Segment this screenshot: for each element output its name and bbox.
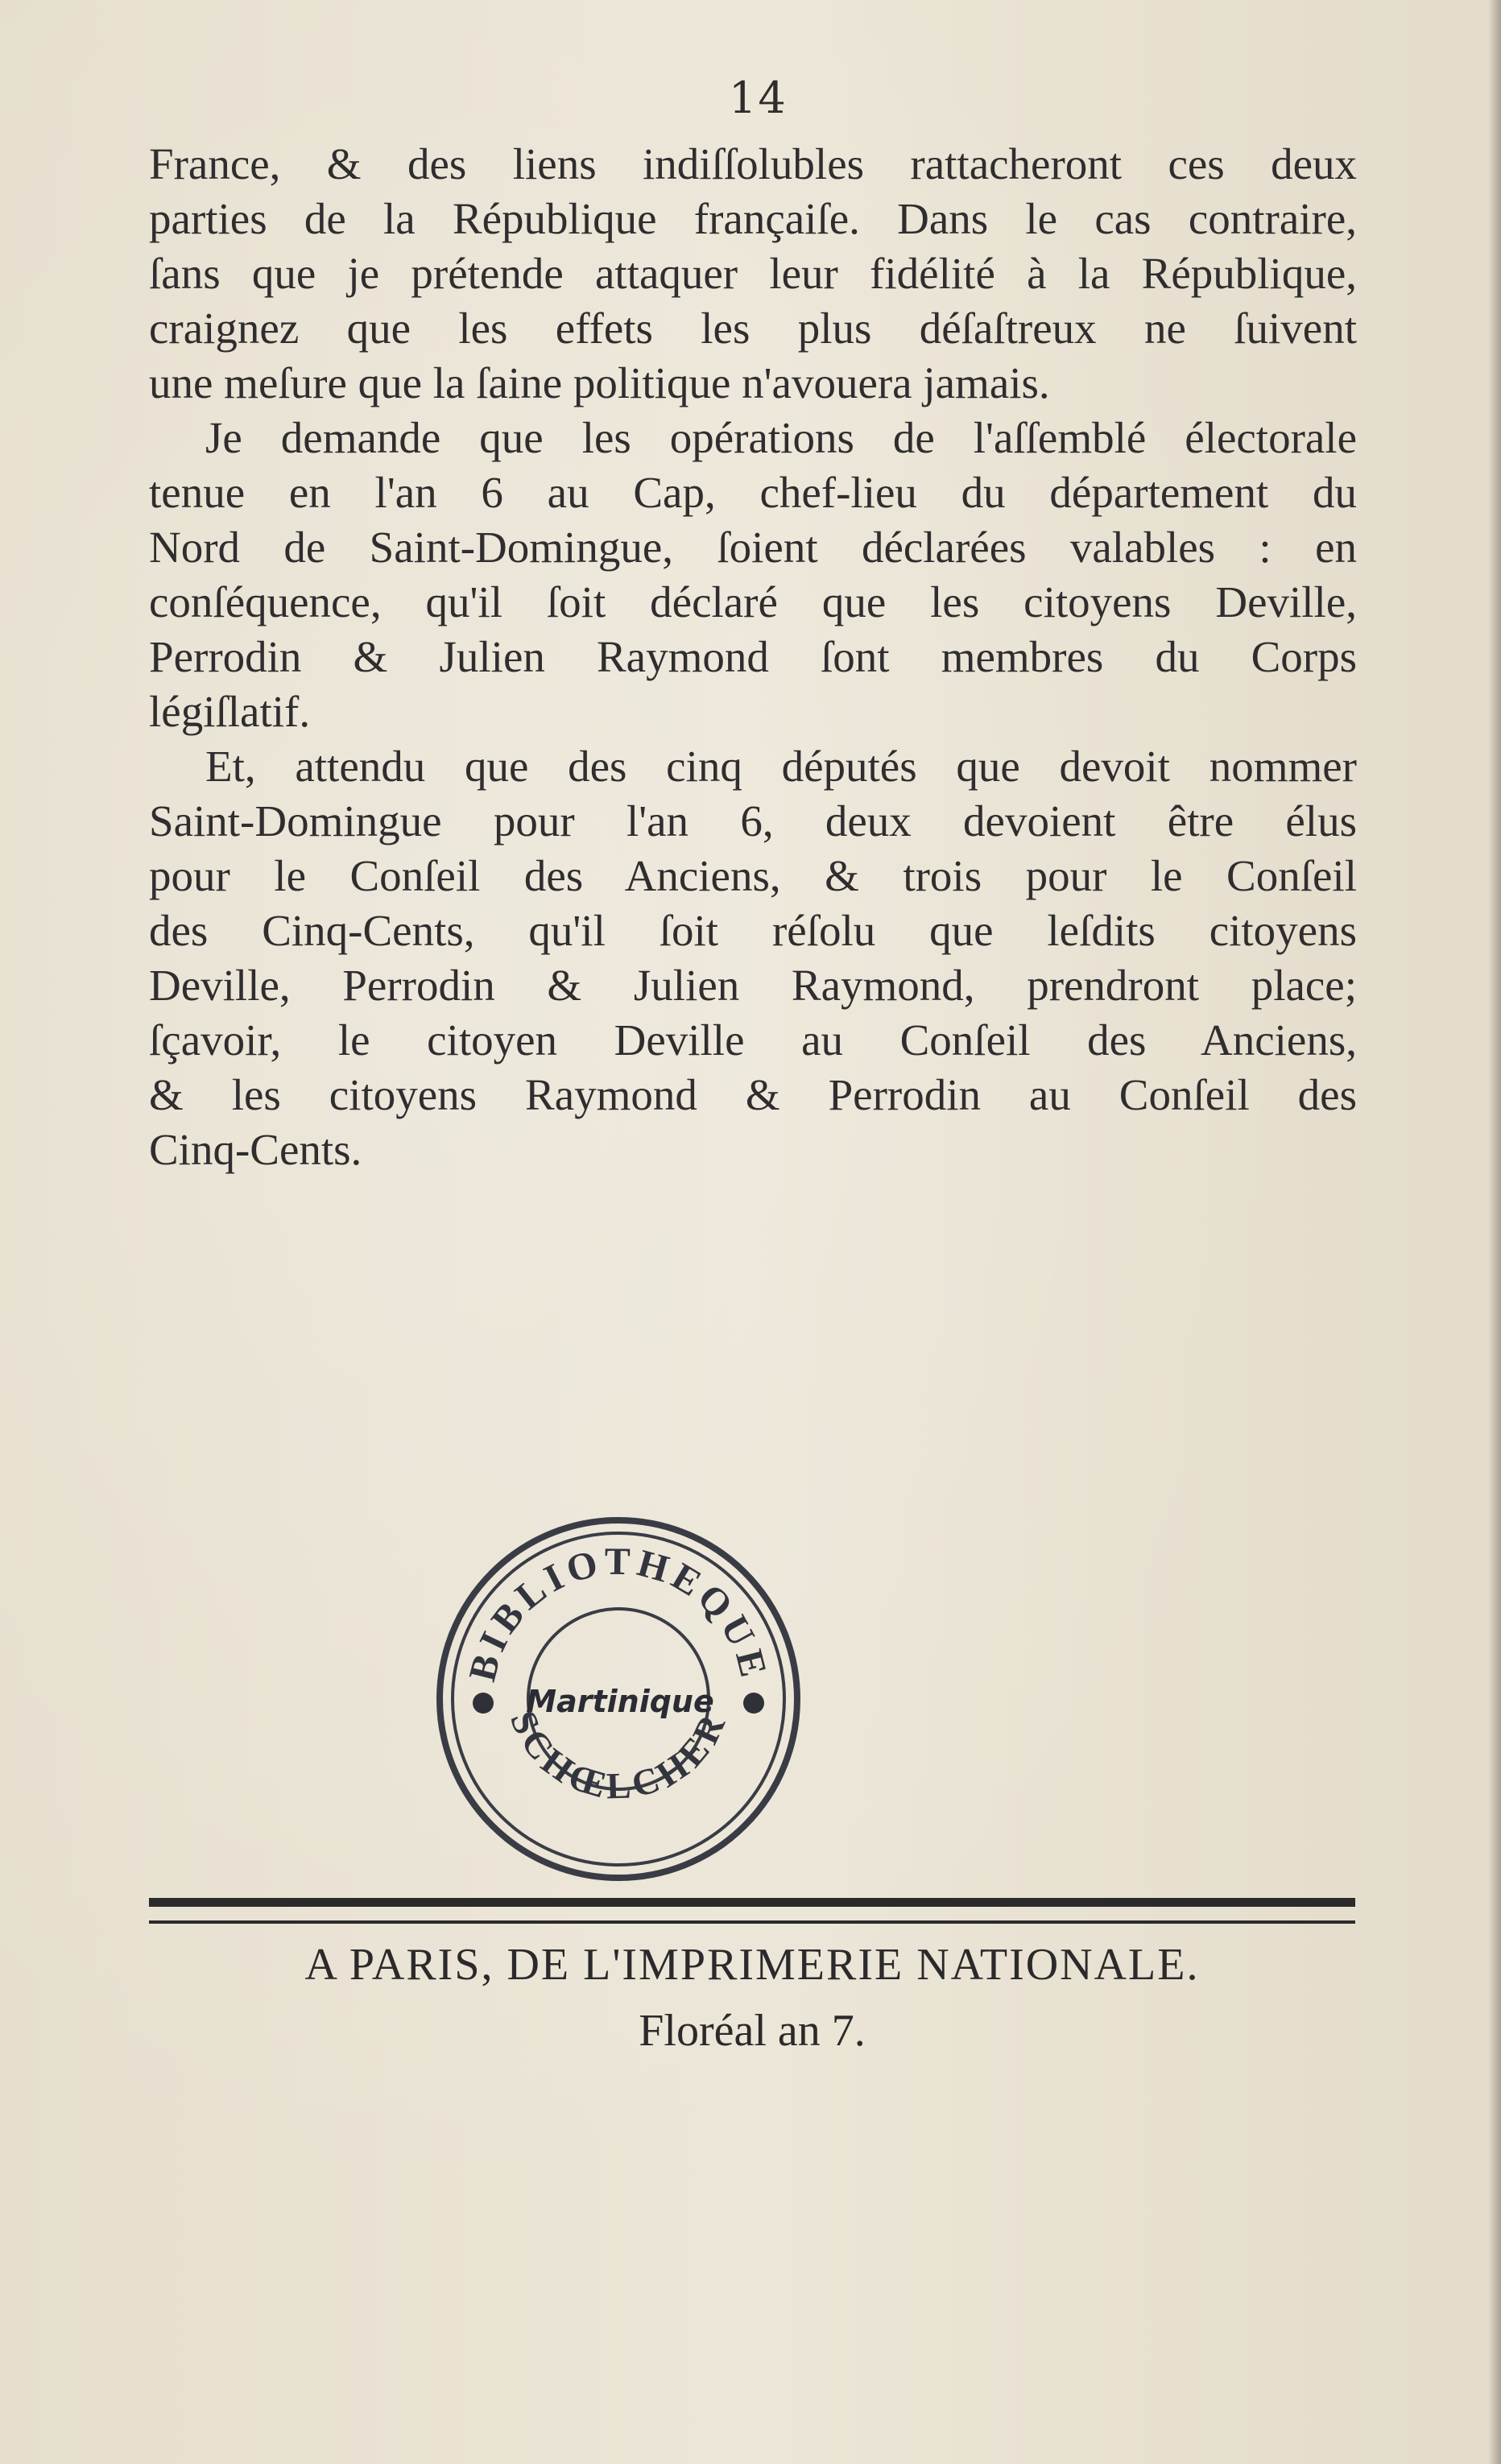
text-line: Saint-Domingue pour l'an 6, deux devoient être élus bbox=[149, 796, 1357, 845]
text-line: une meſure que la ſaine politique n'avouera jamais. bbox=[149, 358, 1050, 407]
divider-thin bbox=[149, 1920, 1355, 1924]
text-line: Cinq-Cents. bbox=[149, 1125, 362, 1174]
text-line: Nord de Saint-Domingue, ſoient déclarées valables : en bbox=[149, 523, 1357, 572]
text-line: Je demande que les opérations de l'aſſemblé électorale bbox=[205, 413, 1357, 462]
stamp-center-text: Martinique bbox=[526, 1684, 714, 1719]
stamp-right-dot bbox=[743, 1693, 764, 1714]
printer-imprint: A PARIS, DE L'IMPRIMERIE NATIONALE. bbox=[304, 1940, 1200, 1990]
text-line: craignez que les effets les plus déſaſtreux ne ſuivent bbox=[149, 304, 1357, 353]
text-line: Perrodin & Julien Raymond ſont membres du Corps bbox=[149, 632, 1357, 681]
text-line: & les citoyens Raymond & Perrodin au Conſeil des bbox=[149, 1070, 1357, 1119]
text-line: tenue en l'an 6 au Cap, chef-lieu du département du bbox=[149, 468, 1357, 517]
text-line: parties de la République françaiſe. Dans le cas contraire, bbox=[149, 194, 1357, 243]
text-line: France, & des liens indiſſolubles rattacheront ces deux bbox=[149, 139, 1357, 188]
body-text bbox=[149, 137, 1357, 1177]
page-edge-shadow bbox=[1488, 0, 1501, 2464]
text-line: ſans que je prétende attaquer leur fidélité à la République, bbox=[149, 249, 1357, 298]
imprint-date: Floréal an 7. bbox=[639, 2006, 866, 2056]
library-stamp-seal bbox=[433, 1514, 804, 1884]
stamp-bottom-text: SCHŒLCHER bbox=[502, 1704, 735, 1808]
page-number: 14 bbox=[729, 72, 788, 123]
text-line: Et, attendu que des cinq députés que devoit nommer bbox=[205, 742, 1357, 791]
library-stamp bbox=[433, 1514, 804, 1884]
stamp-left-dot bbox=[473, 1693, 494, 1714]
text-line: Deville, Perrodin & Julien Raymond, prendront place; bbox=[149, 961, 1357, 1010]
text-line: pour le Conſeil des Anciens, & trois pour le Conſeil bbox=[149, 851, 1357, 900]
text-line: des Cinq-Cents, qu'il ſoit réſolu que leſdits citoyens bbox=[149, 906, 1357, 955]
text-line: ſçavoir, le citoyen Deville au Conſeil des Anciens, bbox=[149, 1015, 1357, 1065]
divider-thick bbox=[149, 1898, 1355, 1907]
text-line: conſéquence, qu'il ſoit déclaré que les citoyens Deville, bbox=[149, 577, 1357, 626]
text-line: légiſlatif. bbox=[149, 687, 311, 736]
stamp-top-text: BIBLIOTHEQUE bbox=[461, 1540, 776, 1686]
